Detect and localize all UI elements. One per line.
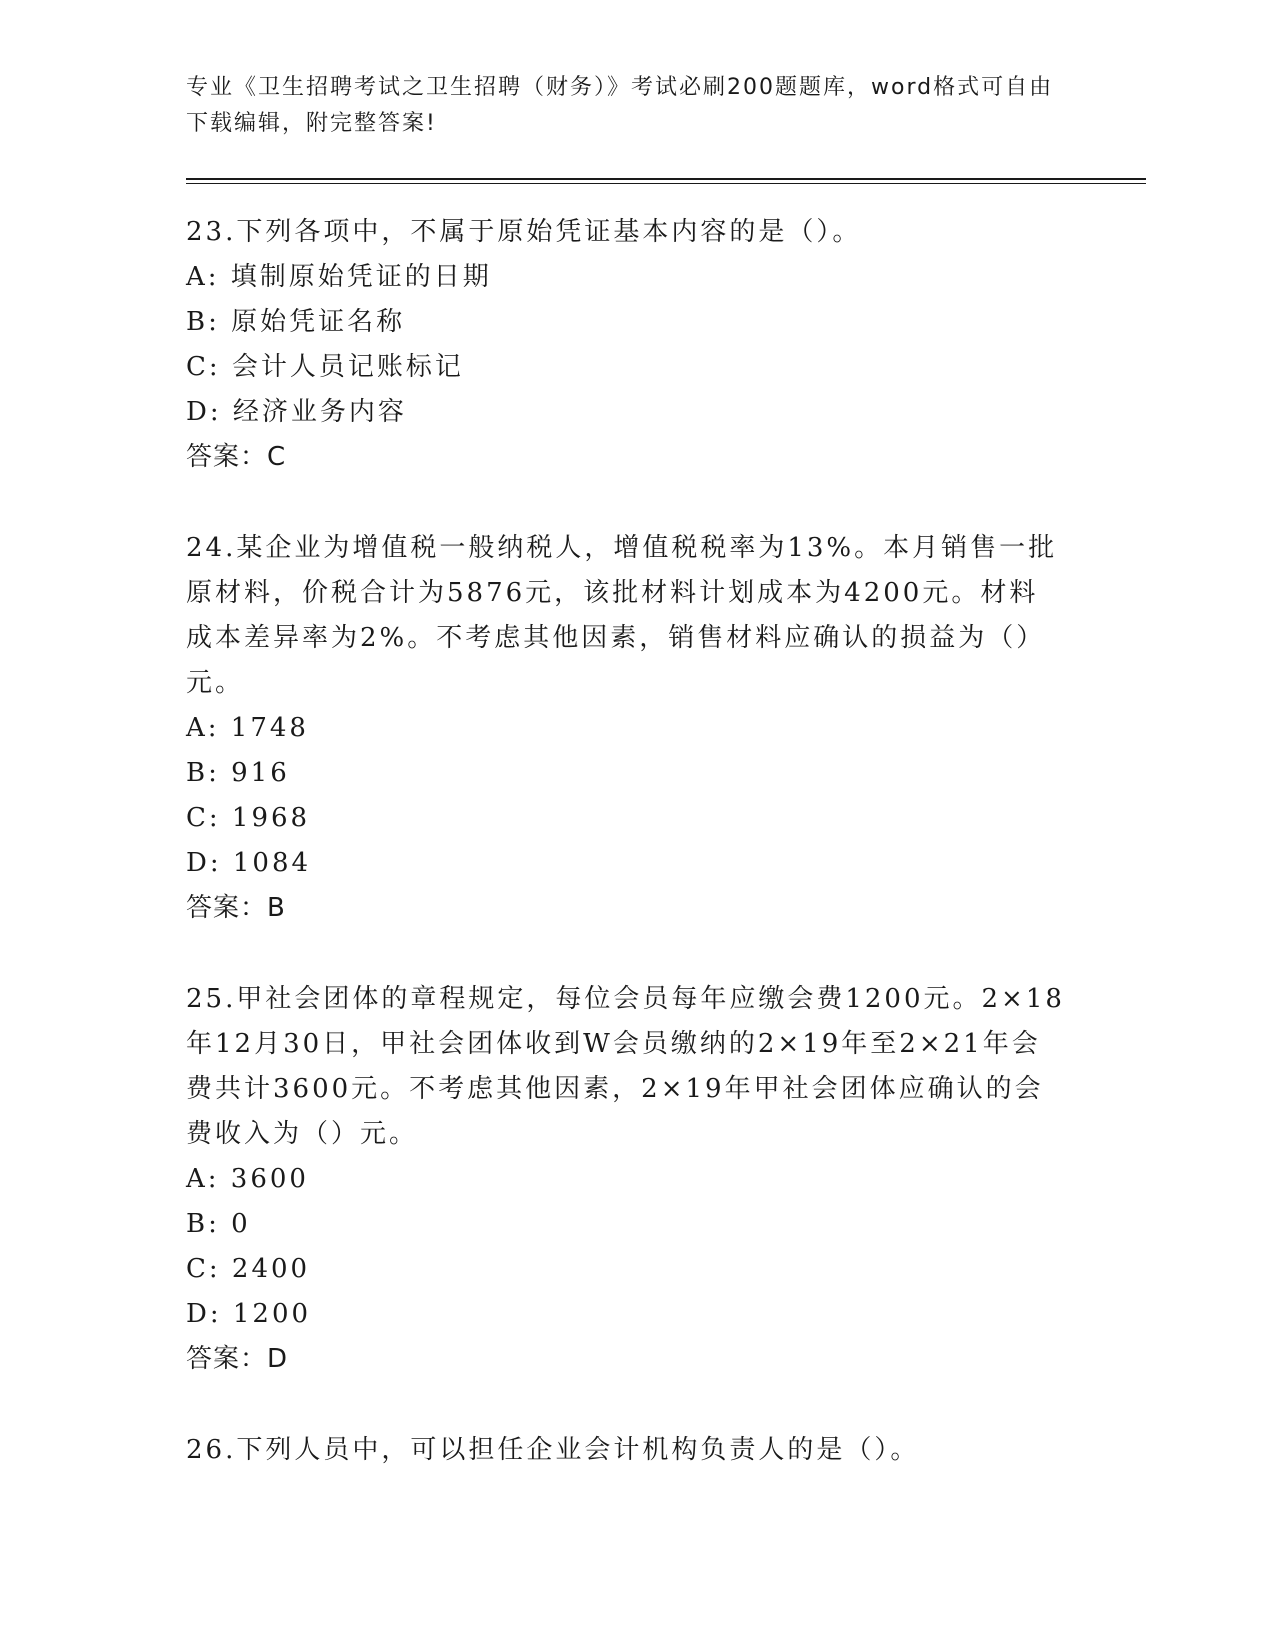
question-stem: 24.某企业为增值税一般纳税人，增值税税率为13%。本月销售一批原材料，价税合计为5876元，该批材料计划成本为4200元。材料成本差异率为2%。不考虑其他因素，销售材料应确认的损益为（）元。: [186, 533, 1058, 698]
option-c: C: 2400: [186, 1254, 311, 1284]
question-stem: 23.下列各项中，不属于原始凭证基本内容的是（）。: [186, 217, 862, 247]
option-b: B: 原始凭证名称: [186, 307, 406, 337]
question-24: [186, 526, 1146, 931]
option-c: C: 会计人员记账标记: [186, 352, 464, 382]
document-page: [186, 70, 1146, 1519]
option-list: [186, 706, 1146, 886]
option-b: B: 916: [186, 758, 290, 788]
answer-line: 答案：D: [186, 1344, 289, 1374]
option-list: [186, 255, 1146, 435]
question-25: [186, 977, 1146, 1382]
option-b: B: 0: [186, 1209, 251, 1239]
option-c: C: 1968: [186, 803, 311, 833]
header-divider: [186, 178, 1146, 184]
question-stem: 25.甲社会团体的章程规定，每位会员每年应缴会费1200元。2×18年12月30日，甲社会团体收到W会员缴纳的2×19年至2×21年会费共计3600元。不考虑其他因素，2×19年甲社会团体应确认的会费收入为（）元。: [186, 984, 1065, 1149]
document-header: 专业《卫生招聘考试之卫生招聘（财务）》考试必刷200题题库，word格式可自由下载编辑，附完整答案!: [186, 75, 1054, 136]
answer-line: 答案：B: [186, 893, 286, 923]
option-d: D: 经济业务内容: [186, 397, 407, 427]
option-a: A: 3600: [186, 1164, 309, 1194]
option-a: A: 1748: [186, 713, 309, 743]
option-d: D: 1200: [186, 1299, 312, 1329]
question-23: [186, 210, 1146, 480]
answer-line: 答案：C: [186, 442, 287, 472]
question-26: [186, 1428, 1146, 1473]
question-list: [186, 210, 1146, 1473]
option-d: D: 1084: [186, 848, 312, 878]
option-a: A: 填制原始凭证的日期: [186, 262, 492, 292]
option-list: [186, 1157, 1146, 1337]
question-stem: 26.下列人员中，可以担任企业会计机构负责人的是（）。: [186, 1435, 920, 1465]
